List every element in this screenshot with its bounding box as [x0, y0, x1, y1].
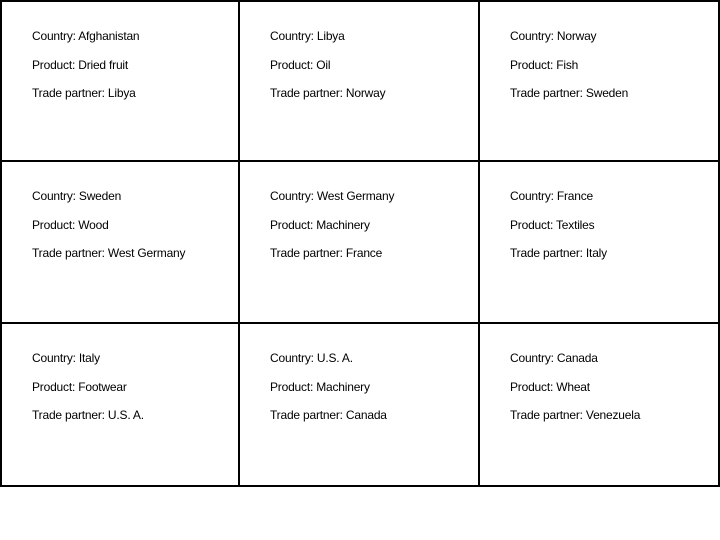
trade-card	[480, 0, 720, 162]
country-text: Country: Norway	[510, 29, 597, 43]
product-text: Product: Oil	[270, 58, 331, 72]
product-text: Product: Machinery	[270, 218, 370, 232]
trade-card	[0, 0, 240, 162]
product-text: Product: Wheat	[510, 380, 590, 394]
trade-card	[0, 324, 240, 487]
product-text: Product: Textiles	[510, 218, 595, 232]
trade-partner-text: Trade partner: Libya	[32, 86, 136, 100]
trade-partner-text: Trade partner: Norway	[270, 86, 386, 100]
country-text: Country: France	[510, 189, 594, 203]
product-text: Product: Machinery	[270, 380, 370, 394]
product-text: Product: Wood	[32, 218, 109, 232]
country-text: Country: Libya	[270, 29, 345, 43]
trade-partner-text: Trade partner: Venezuela	[510, 408, 641, 422]
country-text: Country: Canada	[510, 351, 598, 365]
trade-card	[240, 162, 480, 324]
trade-card	[480, 162, 720, 324]
trade-card	[480, 324, 720, 487]
trade-card	[240, 0, 480, 162]
country-text: Country: Afghanistan	[32, 29, 140, 43]
country-text: Country: U.S. A.	[270, 351, 353, 365]
trade-partner-text: Trade partner: France	[270, 246, 383, 260]
trade-partner-text: Trade partner: Sweden	[510, 86, 629, 100]
trade-partner-text: Trade partner: West Germany	[32, 246, 186, 260]
trade-partner-text: Trade partner: Italy	[510, 246, 607, 260]
trade-partner-text: Trade partner: Canada	[270, 408, 387, 422]
trade-card	[0, 162, 240, 324]
trade-partner-text: Trade partner: U.S. A.	[32, 408, 144, 422]
product-text: Product: Fish	[510, 58, 579, 72]
product-text: Product: Footwear	[32, 380, 127, 394]
trade-card	[240, 324, 480, 487]
country-text: Country: Italy	[32, 351, 100, 365]
country-text: Country: Sweden	[32, 189, 122, 203]
product-text: Product: Dried fruit	[32, 58, 129, 72]
country-text: Country: West Germany	[270, 189, 395, 203]
